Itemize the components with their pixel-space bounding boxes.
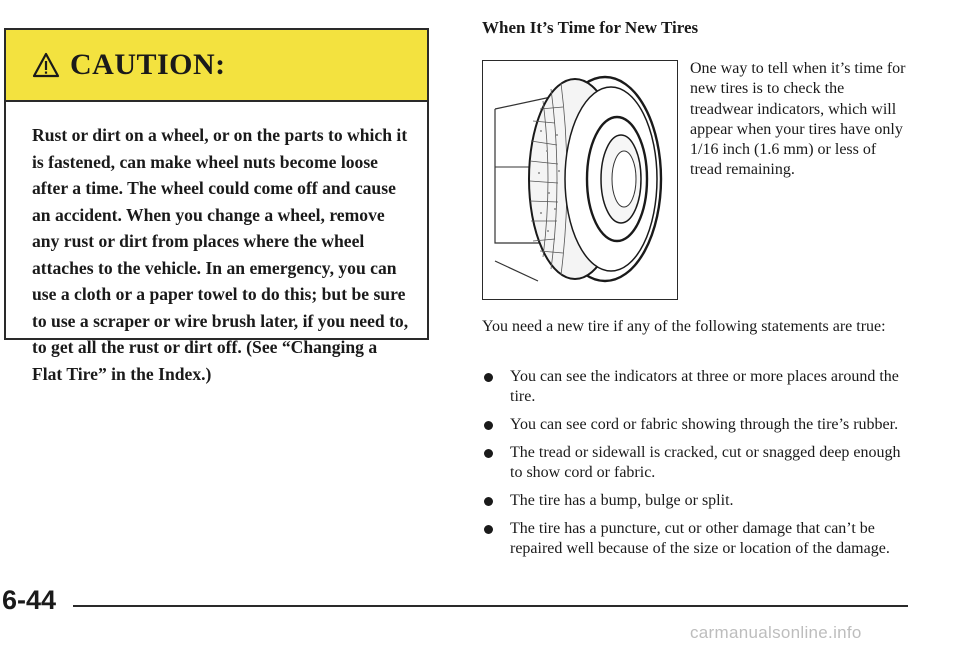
list-item-text: The tire has a puncture, cut or other damage that can’t be repaired well because of the size or location of the damage. (510, 520, 890, 557)
tire-illustration (482, 60, 678, 300)
caution-text: Rust or dirt on a wheel, or on the parts to which it is fastened, can make wheel nuts become loose after a time. The wheel could come off and cause an accident. When you change a wheel, remove any rust or dirt from places where the wheel attaches to the vehicle. In an emergency, you can use a cloth or a paper towel to do this; but be sure to use a scraper or wire brush later, if you need to, to get all the rust or dirt off. (See “Changing a Flat Tire” in the Index.) (32, 125, 409, 384)
warning-triangle-icon (32, 52, 60, 78)
list-item (482, 491, 912, 511)
intro-text: You need a new tire if any of the following statements are true: (482, 318, 886, 335)
caution-box (4, 28, 429, 384)
footer-divider (73, 605, 908, 607)
list-item (482, 367, 912, 407)
list-item-text: You can see cord or fabric showing through the tire’s rubber. (510, 416, 899, 433)
list-item (482, 443, 912, 483)
watermark-text: carmanualsonline.info (690, 623, 862, 642)
replacement-conditions-list (482, 367, 912, 567)
caution-header (6, 30, 427, 102)
bullet-icon (484, 449, 493, 458)
tire-icon (483, 61, 676, 298)
treadwear-description: One way to tell when it’s time for new tires is to check the treadwear indicators, which will appear when your tires have only 1/16 inch (1.6 mm) or less of tread remaining. (690, 60, 906, 179)
bullet-icon (484, 373, 493, 382)
list-item-text: The tread or sidewall is cracked, cut or snagged deep enough to show cord or fabric. (510, 444, 901, 481)
list-item (482, 415, 912, 435)
bullet-icon (484, 497, 493, 506)
list-item-text: The tire has a bump, bulge or split. (510, 492, 734, 509)
bullet-icon (484, 421, 493, 430)
list-item-text: You can see the indicators at three or more places around the tire. (510, 368, 899, 405)
caution-title: CAUTION: (70, 48, 226, 81)
page-number: 6-44 (2, 585, 57, 615)
bullet-icon (484, 525, 493, 534)
list-item (482, 519, 912, 559)
section-title: When It’s Time for New Tires (482, 18, 699, 37)
